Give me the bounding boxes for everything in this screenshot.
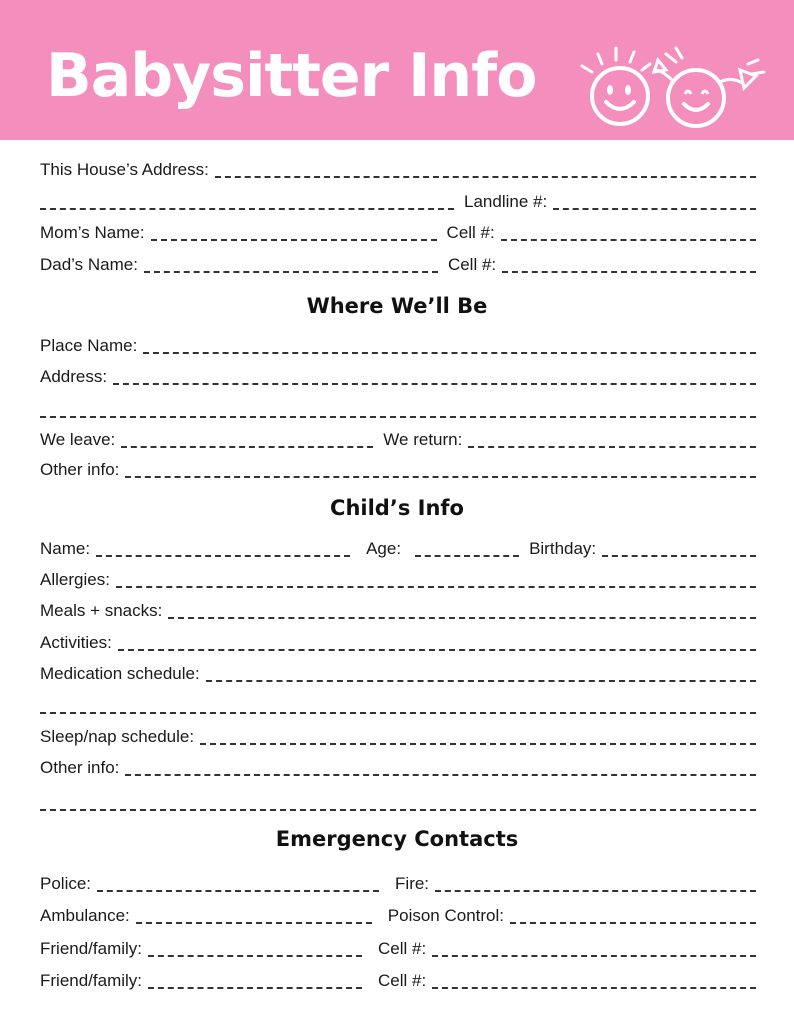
header-banner xyxy=(0,0,794,140)
friend-family-2-label: Friend/family: xyxy=(40,971,143,990)
house-address-label: This House’s Address: xyxy=(40,160,209,179)
row-where-address-continued xyxy=(40,396,756,422)
row-ambulance-poison xyxy=(40,902,756,928)
place-name-label: Place Name: xyxy=(40,336,138,355)
section-title-where: Where We’ll Be xyxy=(306,294,488,318)
dad-name-field[interactable] xyxy=(144,271,438,273)
row-sleep xyxy=(40,723,756,749)
row-friend2 xyxy=(40,967,756,993)
mom-cell-label: Cell #: xyxy=(446,223,495,242)
medication-schedule-field[interactable] xyxy=(206,680,756,682)
row-dad xyxy=(40,251,756,277)
row-child-other xyxy=(40,754,756,780)
friend-2-cell-field[interactable] xyxy=(432,987,756,989)
child-name-label: Name: xyxy=(40,539,91,558)
row-medication xyxy=(40,660,756,686)
row-child-name xyxy=(40,535,756,561)
child-birthday-field[interactable] xyxy=(602,555,756,557)
dad-cell-field[interactable] xyxy=(502,271,756,273)
where-address-field[interactable] xyxy=(113,383,756,385)
fire-label: Fire: xyxy=(395,874,430,893)
row-friend1 xyxy=(40,935,756,961)
friend-family-2-field[interactable] xyxy=(148,987,362,989)
child-other-info-label: Other info: xyxy=(40,758,120,777)
smiley-boy-icon xyxy=(576,44,658,130)
row-meals xyxy=(40,597,756,623)
smiley-girl-icon xyxy=(652,40,770,132)
child-name-field[interactable] xyxy=(96,555,350,557)
sleep-schedule-field[interactable] xyxy=(200,743,756,745)
friend-2-cell-label: Cell #: xyxy=(378,971,427,990)
we-leave-label: We leave: xyxy=(40,430,116,449)
where-other-info-label: Other info: xyxy=(40,460,120,479)
poison-control-label: Poison Control: xyxy=(387,906,505,925)
child-birthday-label: Birthday: xyxy=(529,539,597,558)
row-activities xyxy=(40,629,756,655)
sleep-schedule-label: Sleep/nap schedule: xyxy=(40,727,195,746)
row-allergies xyxy=(40,566,756,592)
row-where-other xyxy=(40,456,756,482)
friend-1-cell-field[interactable] xyxy=(432,955,756,957)
house-address-field[interactable] xyxy=(215,176,756,178)
where-address-label: Address: xyxy=(40,367,108,386)
child-age-label: Age: xyxy=(366,539,402,558)
mom-name-label: Mom’s Name: xyxy=(40,223,145,242)
house-address-continued-field[interactable] xyxy=(40,208,454,210)
row-place-name xyxy=(40,332,756,358)
child-other-info-continued-field[interactable] xyxy=(40,809,756,811)
page-title: Babysitter Info xyxy=(46,41,537,111)
mom-cell-field[interactable] xyxy=(501,239,756,241)
landline-label: Landline #: xyxy=(464,192,548,211)
where-address-continued-field[interactable] xyxy=(40,416,756,418)
child-age-field[interactable] xyxy=(415,555,519,557)
dad-cell-label: Cell #: xyxy=(447,255,497,274)
we-return-field[interactable] xyxy=(468,446,756,448)
dad-name-label: Dad’s Name: xyxy=(40,255,138,274)
row-house-address xyxy=(40,156,756,182)
allergies-label: Allergies: xyxy=(40,570,110,589)
activities-field[interactable] xyxy=(118,649,756,651)
medication-schedule-continued-field[interactable] xyxy=(40,712,756,714)
friend-family-1-field[interactable] xyxy=(148,955,362,957)
section-title-child: Child’s Info xyxy=(330,496,464,520)
medication-schedule-label: Medication schedule: xyxy=(40,664,200,683)
row-leave-return xyxy=(40,426,756,452)
ambulance-field[interactable] xyxy=(136,922,372,924)
fire-field[interactable] xyxy=(435,890,756,892)
friend-family-1-label: Friend/family: xyxy=(40,939,143,958)
where-other-info-field[interactable] xyxy=(125,476,756,478)
police-label: Police: xyxy=(40,874,92,893)
place-name-field[interactable] xyxy=(143,352,756,354)
we-leave-field[interactable] xyxy=(121,446,373,448)
we-return-label: We return: xyxy=(383,430,463,449)
friend-1-cell-label: Cell #: xyxy=(378,939,427,958)
ambulance-label: Ambulance: xyxy=(40,906,130,925)
activities-label: Activities: xyxy=(40,633,112,652)
meals-snacks-field[interactable] xyxy=(168,617,756,619)
police-field[interactable] xyxy=(97,890,379,892)
row-landline xyxy=(40,188,756,214)
row-police-fire xyxy=(40,870,756,896)
child-other-info-field[interactable] xyxy=(125,774,756,776)
landline-field[interactable] xyxy=(553,208,756,210)
mom-name-field[interactable] xyxy=(151,239,437,241)
poison-control-field[interactable] xyxy=(510,922,756,924)
meals-snacks-label: Meals + snacks: xyxy=(40,601,163,620)
row-child-other-continued xyxy=(40,789,756,815)
row-mom xyxy=(40,219,756,245)
allergies-field[interactable] xyxy=(116,586,756,588)
section-title-emergency: Emergency Contacts xyxy=(275,827,519,851)
row-medication-continued xyxy=(40,692,756,718)
row-where-address xyxy=(40,363,756,389)
